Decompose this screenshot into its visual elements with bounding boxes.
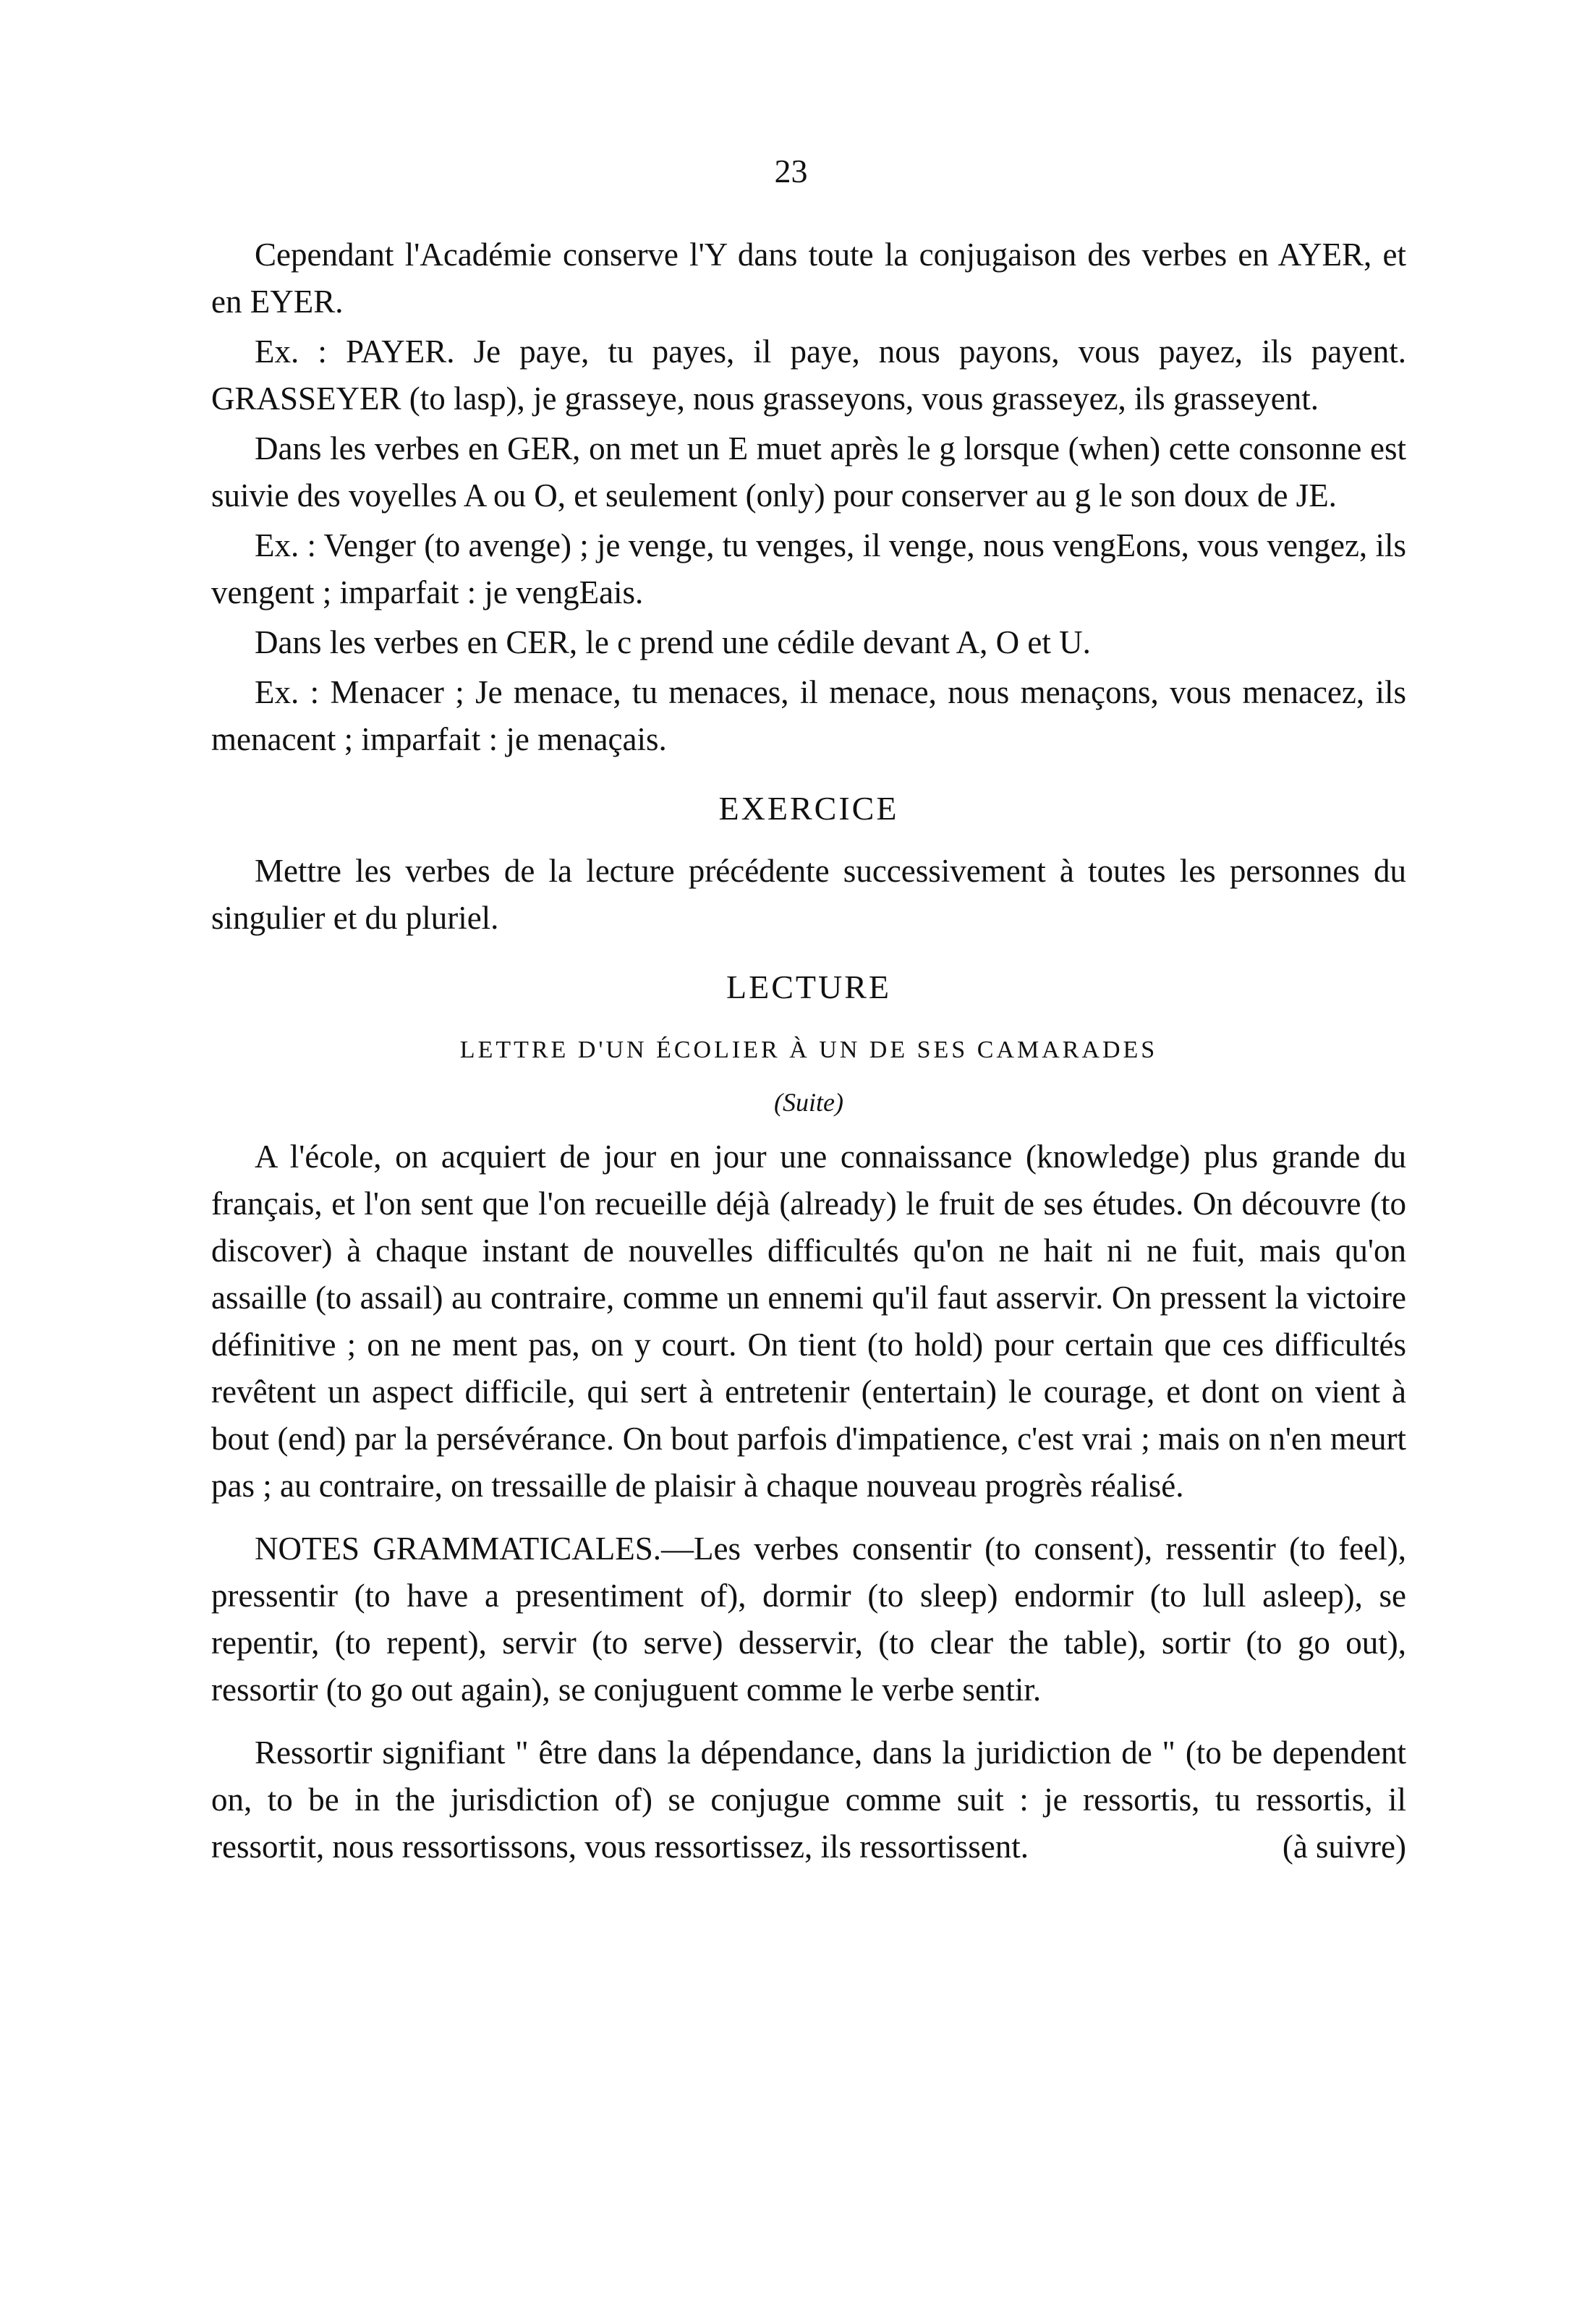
- exercice-heading: EXERCICE: [718, 790, 899, 827]
- paragraph-conserve-y: Cependant l'Académie conserve l'Y dans toute la conjugaison des verbes en AYER, et en EYER.: [211, 237, 1406, 320]
- paragraph-verbes-cer: Dans les verbes en CER, le c prend une cédile devant A, O et U.: [255, 624, 1091, 660]
- page-number: 23: [774, 153, 808, 190]
- paragraph-verbes-ger: Dans les verbes en GER, on met un E muet après le g lorsque (when) cette consonne est suivie des voyelles A ou O, et seulement (only) pour conserver au g le son doux de JE.: [211, 430, 1406, 514]
- lecture-heading: LECTURE: [726, 969, 891, 1005]
- paragraph-exercice: Mettre les verbes de la lecture précédente successivement à toutes les personnes du singulier et du pluriel.: [211, 853, 1406, 936]
- paragraph-example-menacer: Ex. : Menacer ; Je menace, tu menaces, il menace, nous menaçons, vous menacez, ils menacent ; imparfait : je menaçais.: [211, 674, 1406, 757]
- lecture-subtitle: LETTRE D'UN ÉCOLIER À UN DE SES CAMARADES: [459, 1037, 1158, 1063]
- lecture-suite: (Suite): [774, 1088, 843, 1117]
- page-body: [211, 231, 1406, 1870]
- paragraph-example-payer: Ex. : PAYER. Je paye, tu payes, il paye, nous payons, vous payez, ils payent. GRASSEYER (to lasp), je grasseye, nous grasseyons, vous grasseyez, ils grasseyent.: [211, 333, 1406, 417]
- a-suivre: (à suivre): [1282, 1829, 1406, 1865]
- paragraph-lecture-main: A l'école, on acquiert de jour en jour une connaissance (knowledge) plus grande du français, et l'on sent que l'on recueille déjà (already) le fruit de ses études. On découvre (to discover) à chaque instant de nouvelles difficultés qu'on ne hait ni ne fuit, mais qu'on assaille (to assail) au contraire, comme un ennemi qu'il faut asservir. On pressent la victoire définitive ; on ne ment pas, on y court. On tient (to hold) pour certain que ces difficultés revêtent un aspect difficile, qui sert à entretenir (entertain) le courage, et dont on vient à bout (end) par la persévérance. On bout parfois d'impatience, c'est vrai ; mais on n'en meurt pas ; au contraire, on tressaille de plaisir à chaque nouveau progrès réalisé.: [211, 1138, 1406, 1504]
- paragraph-ressortir: Ressortir signifiant " être dans la dépendance, dans la juridiction de " (to be dependent on, to be in the jurisdiction of) se conjugue comme suit : je ressortis, tu ressortis, il ressortit, nous ressortissons, vous ressortissez, ils ressortissent.: [211, 1735, 1406, 1865]
- paragraph-notes-grammaticales: NOTES GRAMMATICALES.—Les verbes consentir (to consent), ressentir (to feel), pressentir (to have a presentiment of), dormir (to sleep) endormir (to lull asleep), se repentir, (to repent), servir (to serve) desservir, (to clear the table), sortir (to go out), ressortir (to go out again), se conjuguent comme le verbe sentir.: [211, 1531, 1406, 1708]
- paragraph-example-venger: Ex. : Venger (to avenge) ; je venge, tu venges, il venge, nous vengEons, vous vengez, ils vengent ; imparfait : je vengEais.: [211, 527, 1406, 610]
